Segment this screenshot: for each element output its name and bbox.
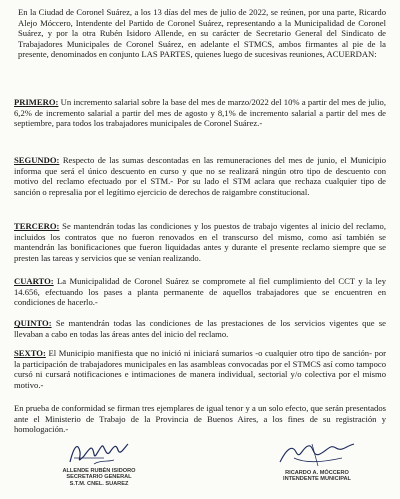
handwritten-signature-left xyxy=(64,438,134,468)
clause-label: TERCERO: xyxy=(14,221,60,231)
clause-label: SEXTO: xyxy=(14,348,46,358)
clause-text: Se mantendrán todas las condiciones de las prestaciones de los servicios vigentes que se llevaban a cabo en todas las áreas antes del inicio del reclamo. xyxy=(14,318,386,339)
signature-block-union xyxy=(44,438,154,487)
clause-tercero xyxy=(14,221,386,263)
clause-segundo xyxy=(14,155,386,197)
closing-text: En prueba de conformidad se firman tres ejemplares de igual tenor y a un solo efecto, que serán presentados ante el Ministerio de Trabajo de la Provincia de Buenos Aires, a los fines de su registración y homologación.- xyxy=(14,403,386,435)
clause-label: QUINTO: xyxy=(14,318,52,328)
clause-label: SEGUNDO: xyxy=(14,155,60,165)
intro-text: En la Ciudad de Coronel Suárez, a los 13 días del mes de julio de 2022, se reúnen, por una parte, Ricardo Alejo Móccero, Intendente del Partido de Coronel Suárez, representando a la Municipalidad de Coronel Suárez, y por la otra Rubén Isidoro Allende, en su carácter de Secretario General del Sindicato de Trabajadores Municipales de Coronel Suárez, en adelante el STMCS, ambos firmantes al pie de la presente, denominados en conjunto LAS PARTES, quienes luego de sucesivas reuniones, ACUERDAN: xyxy=(18,7,386,60)
stamp-line: S.T.M. CNEL. SUAREZ xyxy=(69,480,129,487)
clause-label: PRIMERO: xyxy=(14,97,59,107)
clause-text: Un incremento salarial sobre la base del mes de marzo/2022 del 10% a partir del mes de julio, 6,2% de incremento salarial a partir del mes de agosto y 8,1% de incremento salarial a partir del mes de septiembre, para todos los trabajadores municipales de Coronel Suárez.- xyxy=(14,97,386,129)
stamp-line: ALLENDE RUBÉN ISIDORO xyxy=(62,468,136,474)
clause-text: Respecto de las sumas descontadas en las remuneraciones del mes de junio, el Municipio informa que será el único descuento en curso y que no se realizará ningún otro tipo de descuento con motivo del reclamo efectuado por el STM.- Por su lado el STM aclara que rechaza cualquier tipo de sanción o represalia por el legítimo ejercicio de derechos de raigambre constitucional. xyxy=(14,155,386,197)
clause-quinto xyxy=(14,318,386,339)
clause-text: El Municipio manifiesta que no inició ni iniciará sumarios -o cualquier otro tipo de sanción- por la participación de trabajadores municipales en las asambleas convocadas por el STMCS así como tampoco cursó ni cursará notificaciones e intimaciones de manera individual, sectorial y/o colectiva por el mismo motivo.- xyxy=(14,348,386,390)
closing-paragraph xyxy=(14,403,386,435)
clause-cuarto xyxy=(14,276,386,308)
signature-block-intendente xyxy=(262,440,372,483)
clause-primero xyxy=(14,97,386,129)
clause-sexto xyxy=(14,348,386,390)
stamp-line: INTENDENTE MUNICIPAL xyxy=(283,476,351,483)
clause-text: Se mantendrán todas las condiciones y los puestos de trabajo vigentes al inicio del reclamo, incluidos los contratos que no fueron renovados en el transcurso del mismo, como así también se mantendrán las bonificaciones que fueron liquidadas antes y durante el presente reclamo siempre que se presten las tareas y servicios que se venían realizando. xyxy=(14,221,386,263)
clause-text: La Municipalidad de Coronel Suárez se compromete al fiel cumplimiento del CCT y la ley 14.656, efectuando los pases a planta permanente de aquellos trabajadores que se encuentren en condiciones de hacerlo.- xyxy=(14,276,386,308)
handwritten-signature-right xyxy=(272,440,362,470)
intro-paragraph xyxy=(18,7,386,60)
stamp-line: SECRETARIO GENERAL xyxy=(66,474,132,481)
stamp-line: RICARDO A. MÓCCERO xyxy=(285,470,349,476)
clause-label: CUARTO: xyxy=(14,276,54,286)
